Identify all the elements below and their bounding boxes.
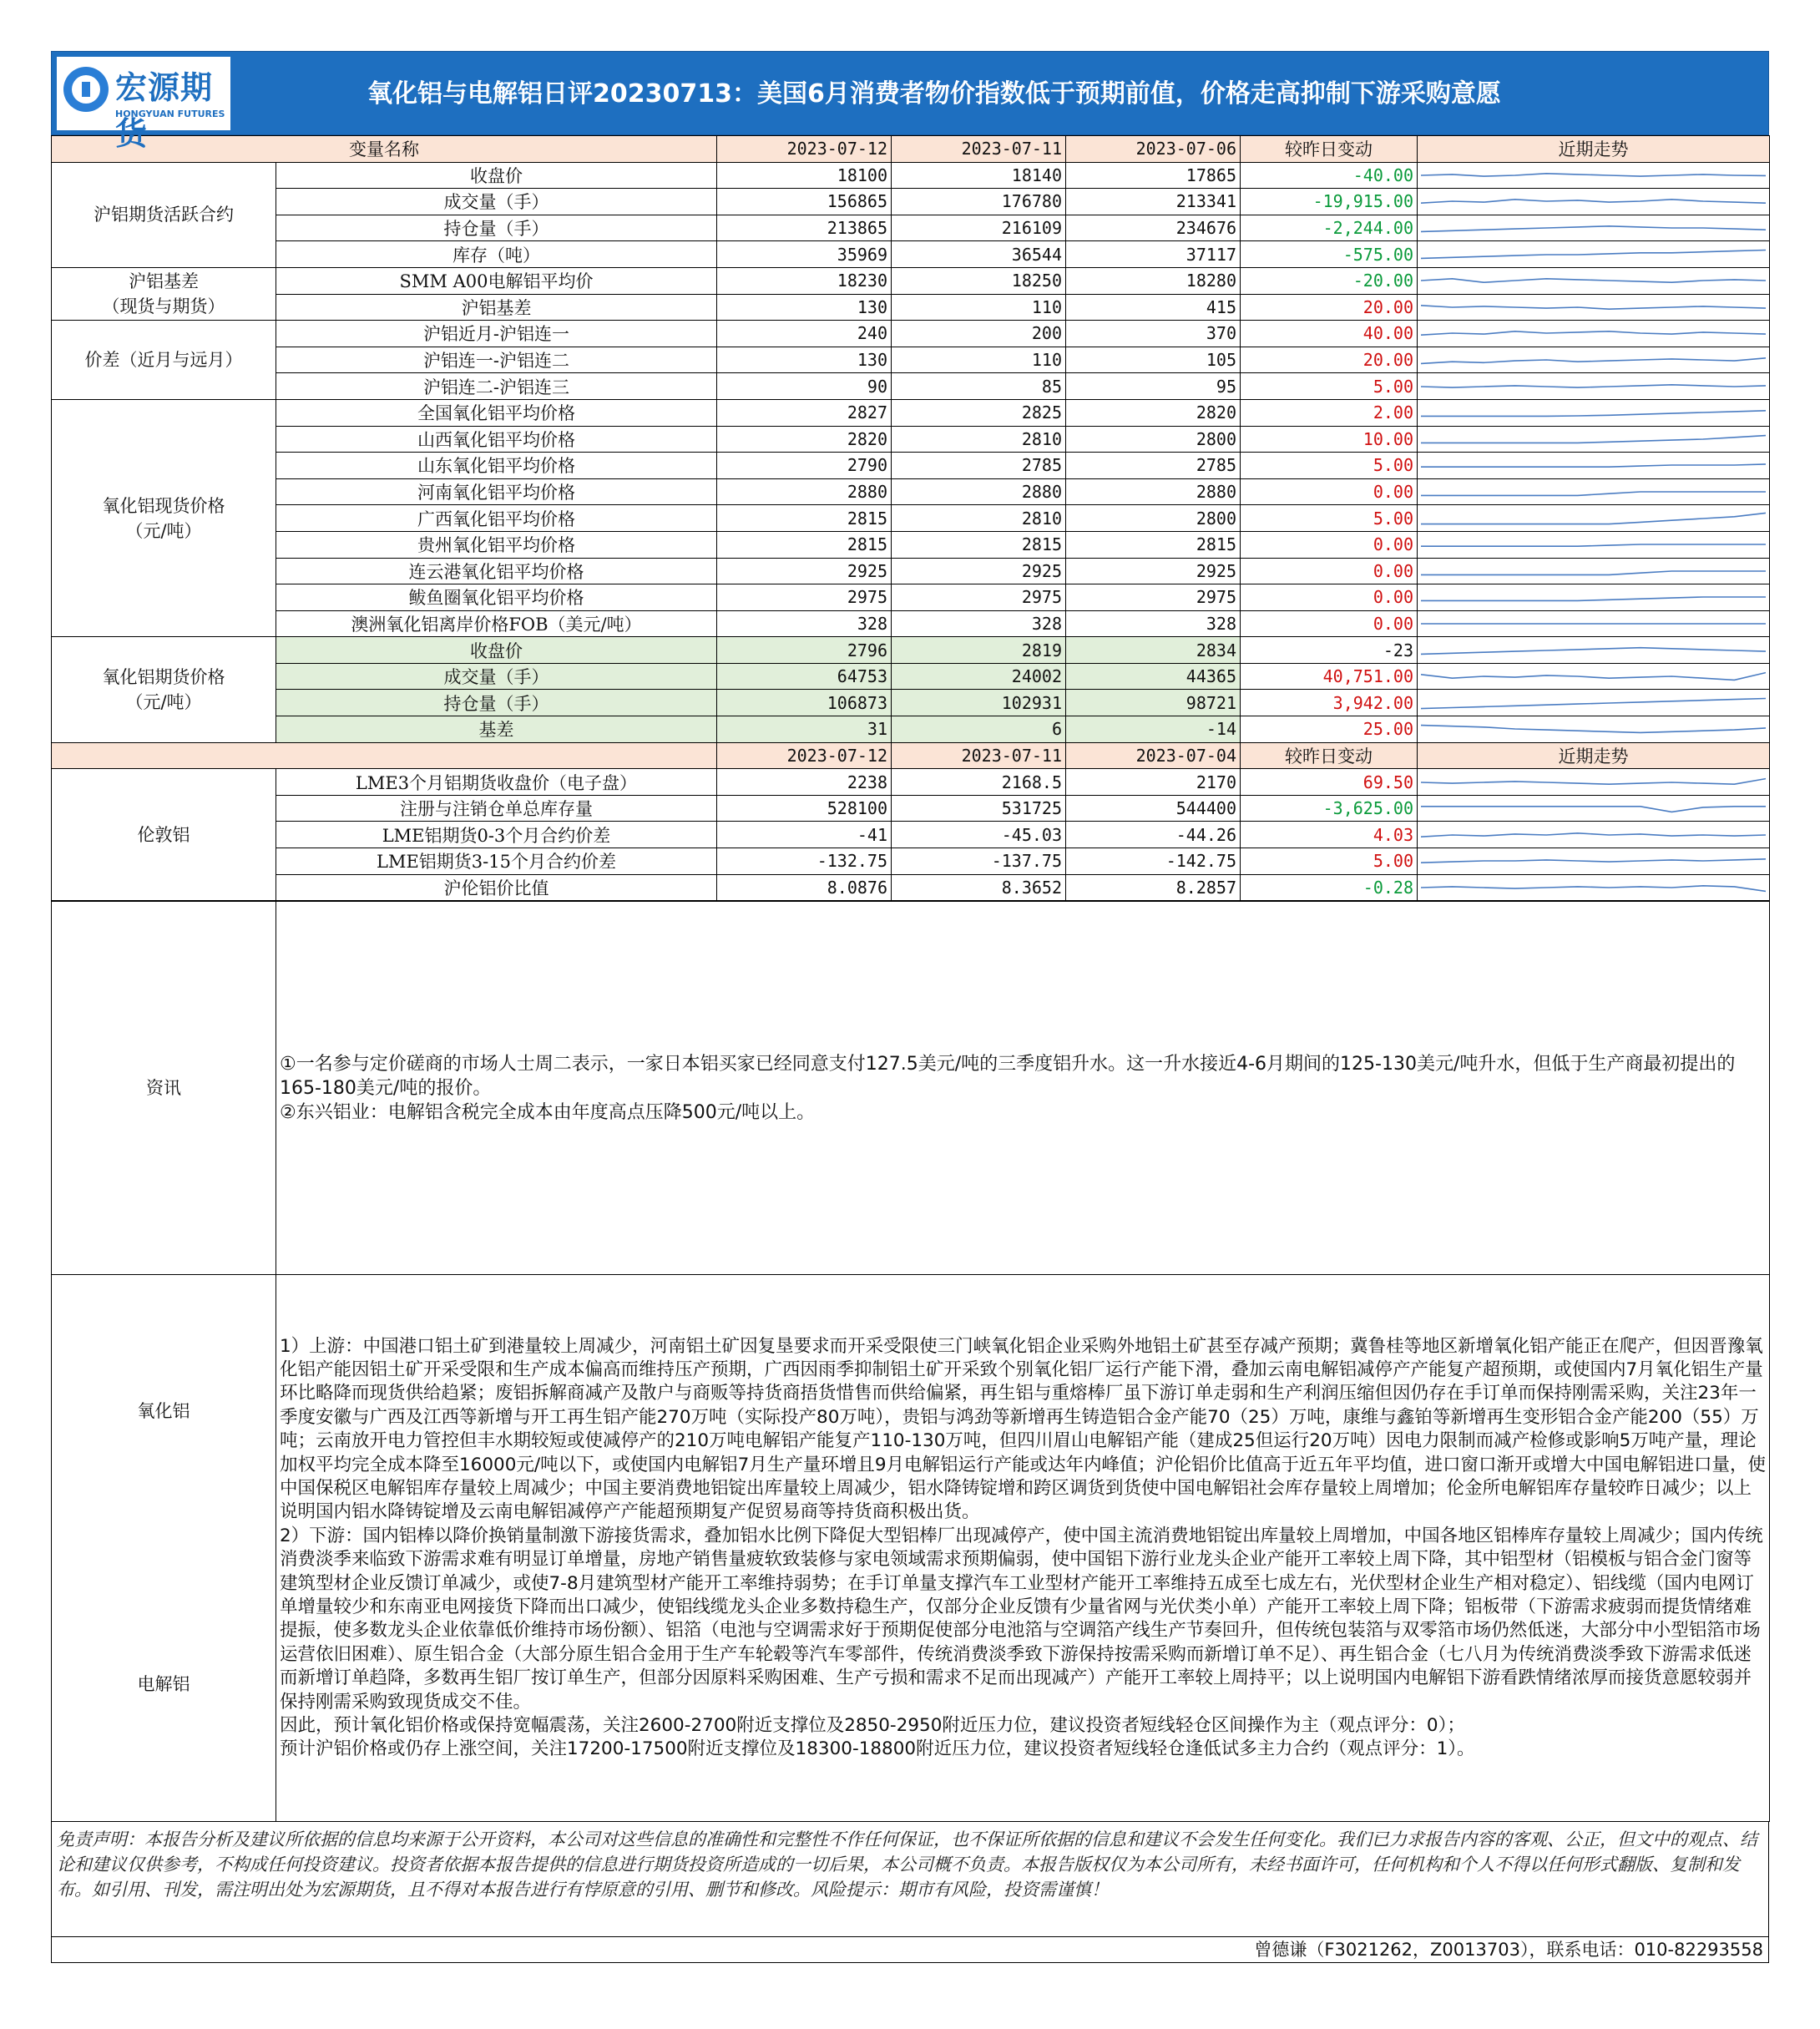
table-row [52, 663, 1770, 690]
table-row [52, 637, 1770, 664]
trend-line [1421, 250, 1766, 258]
news-content [276, 902, 1770, 1275]
group-label: 沪铝基差 （现货与期货） [52, 267, 276, 320]
trend-sparkline [1418, 321, 1770, 347]
value-date-1: 130 [717, 347, 892, 373]
table-row [52, 321, 1770, 347]
trend-line [1421, 544, 1766, 546]
value-date-3: 18280 [1066, 267, 1241, 294]
trend-sparkline [1418, 215, 1770, 241]
daily-change: -20.00 [1241, 267, 1418, 294]
value-date-3: 2800 [1066, 426, 1241, 453]
news-item: ②东兴铝业：电解铝含税完全成本由年度高点压降500元/吨以上。 [280, 1101, 816, 1123]
value-date-3: 2785 [1066, 453, 1241, 479]
variable-name: 鲅鱼圈氧化铝平均价格 [276, 584, 717, 611]
table-row [52, 716, 1770, 743]
analysis-row [52, 1275, 1770, 1822]
value-date-3: 2834 [1066, 637, 1241, 664]
trend-line [1421, 464, 1766, 467]
analysis-label-alumina: 氧化铝 [137, 1401, 190, 1422]
value-date-1: 2975 [717, 584, 892, 611]
daily-change: -40.00 [1241, 162, 1418, 189]
header-var-name: 变量名称 [52, 136, 717, 163]
value-date-2: 2168.5 [892, 769, 1066, 796]
trend-sparkline [1418, 769, 1770, 796]
value-date-2: 216109 [892, 215, 1066, 241]
value-date-1: 2925 [717, 558, 892, 584]
daily-change: -3,625.00 [1241, 795, 1418, 822]
value-date-3: 98721 [1066, 690, 1241, 716]
value-date-3: 2815 [1066, 531, 1241, 558]
daily-change: -0.28 [1241, 874, 1418, 901]
table-row [52, 294, 1770, 321]
value-date-1: 2827 [717, 399, 892, 426]
value-date-1: 130 [717, 294, 892, 321]
value-date-3: 2170 [1066, 769, 1241, 796]
variable-name: 成交量（手） [276, 663, 717, 690]
value-date-1: 2815 [717, 531, 892, 558]
value-date-1: 18100 [717, 162, 892, 189]
table-row [52, 531, 1770, 558]
variable-name: 山西氧化铝平均价格 [276, 426, 717, 453]
value-date-2: 2819 [892, 637, 1066, 664]
daily-change: 20.00 [1241, 347, 1418, 373]
header-change: 较昨日变动 [1241, 136, 1418, 163]
value-date-3: 44365 [1066, 663, 1241, 690]
daily-change: 40,751.00 [1241, 663, 1418, 690]
daily-change: 0.00 [1241, 584, 1418, 611]
trend-line [1421, 886, 1766, 892]
trend-line [1421, 647, 1766, 654]
trend-line [1421, 411, 1766, 417]
value-date-2: 2815 [892, 531, 1066, 558]
variable-name: 广西氧化铝平均价格 [276, 505, 717, 532]
table-row [52, 558, 1770, 584]
company-logo [57, 57, 230, 152]
value-date-3: 234676 [1066, 215, 1241, 241]
value-date-2: 531725 [892, 795, 1066, 822]
contact-info: 曾德谦（F3021262，Z0013703），联系电话：010-82293558 [51, 1937, 1769, 1963]
header-date-1: 2023-07-12 [717, 136, 892, 163]
news-label: 资讯 [52, 902, 276, 1275]
value-date-3: -142.75 [1066, 848, 1241, 875]
header-date-1: 2023-07-12 [717, 742, 892, 769]
text-table [51, 901, 1770, 1822]
variable-name: 沪伦铝价比值 [276, 874, 717, 901]
daily-change: 5.00 [1241, 373, 1418, 400]
variable-name: 沪铝基差 [276, 294, 717, 321]
trend-line [1421, 358, 1766, 364]
value-date-2: -137.75 [892, 848, 1066, 875]
table-row [52, 795, 1770, 822]
value-date-2: 2880 [892, 478, 1066, 505]
variable-name: 沪铝连一-沪铝连二 [276, 347, 717, 373]
table-header-row [52, 136, 1770, 163]
value-date-2: 36544 [892, 241, 1066, 268]
variable-name: 收盘价 [276, 637, 717, 664]
trend-sparkline [1418, 478, 1770, 505]
value-date-2: 2825 [892, 399, 1066, 426]
variable-name: 库存（吨） [276, 241, 717, 268]
table-row [52, 399, 1770, 426]
value-date-3: 213341 [1066, 189, 1241, 215]
trend-sparkline [1418, 531, 1770, 558]
value-date-3: 105 [1066, 347, 1241, 373]
value-date-2: 2810 [892, 426, 1066, 453]
table-row [52, 822, 1770, 848]
trend-line [1421, 673, 1766, 681]
group-label: 伦敦铝 [52, 769, 276, 901]
trend-line [1421, 698, 1766, 708]
value-date-3: 328 [1066, 610, 1241, 637]
table-row [52, 347, 1770, 373]
report-sheet [51, 51, 1769, 1963]
variable-name: 沪铝近月-沪铝连一 [276, 321, 717, 347]
trend-line [1421, 726, 1766, 733]
variable-name: LME铝期货0-3个月合约价差 [276, 822, 717, 848]
trend-sparkline [1418, 267, 1770, 294]
trend-sparkline [1418, 716, 1770, 743]
value-date-1: 35969 [717, 241, 892, 268]
variable-name: 河南氧化铝平均价格 [276, 478, 717, 505]
trend-sparkline [1418, 558, 1770, 584]
value-date-1: 328 [717, 610, 892, 637]
value-date-1: 90 [717, 373, 892, 400]
value-date-1: 213865 [717, 215, 892, 241]
table-row [52, 848, 1770, 875]
value-date-2: -45.03 [892, 822, 1066, 848]
trend-sparkline [1418, 690, 1770, 716]
daily-change: 3,942.00 [1241, 690, 1418, 716]
daily-change: 4.03 [1241, 822, 1418, 848]
value-date-1: 2238 [717, 769, 892, 796]
trend-sparkline [1418, 399, 1770, 426]
analysis-label-aluminium: 电解铝 [137, 1674, 190, 1695]
trend-sparkline [1418, 294, 1770, 321]
trend-sparkline [1418, 373, 1770, 400]
value-date-2: 8.3652 [892, 874, 1066, 901]
value-date-2: 6 [892, 716, 1066, 743]
header-date-3: 2023-07-04 [1066, 742, 1241, 769]
value-date-1: 106873 [717, 690, 892, 716]
daily-change: -2,244.00 [1241, 215, 1418, 241]
value-date-1: 156865 [717, 189, 892, 215]
value-date-2: 102931 [892, 690, 1066, 716]
news-row [52, 902, 1770, 1275]
trend-line [1421, 833, 1766, 837]
table-row [52, 478, 1770, 505]
value-date-2: 2785 [892, 453, 1066, 479]
daily-change: 5.00 [1241, 505, 1418, 532]
analysis-labels [52, 1275, 276, 1822]
trend-line [1421, 226, 1766, 232]
logo-text-cn: 宏源期货 [115, 69, 214, 152]
trend-line [1421, 597, 1766, 600]
table-row [52, 426, 1770, 453]
value-date-1: 18230 [717, 267, 892, 294]
variable-name: 成交量（手） [276, 189, 717, 215]
variable-name: 沪铝连二-沪铝连三 [276, 373, 717, 400]
daily-change: 20.00 [1241, 294, 1418, 321]
daily-change: 10.00 [1241, 426, 1418, 453]
value-date-3: 370 [1066, 321, 1241, 347]
header-date-3: 2023-07-06 [1066, 136, 1241, 163]
trend-line [1421, 306, 1766, 309]
trend-sparkline [1418, 822, 1770, 848]
variable-name: 连云港氧化铝平均价格 [276, 558, 717, 584]
value-date-1: 2820 [717, 426, 892, 453]
logo-text-en: HONGYUAN FUTURES [115, 109, 225, 119]
analysis-paragraph: 预计沪铝价格或仍存上涨空间，关注17200-17500附近支撑位及18300-18800附近压力位，建议投资者短线轻仓逢低试多主力合约（观点评分：1）。 [280, 1738, 1475, 1760]
value-date-1: -132.75 [717, 848, 892, 875]
daily-change: 0.00 [1241, 610, 1418, 637]
value-date-3: 8.2857 [1066, 874, 1241, 901]
trend-sparkline [1418, 189, 1770, 215]
table-row [52, 769, 1770, 796]
value-date-3: 415 [1066, 294, 1241, 321]
daily-change: 5.00 [1241, 453, 1418, 479]
trend-line [1421, 174, 1766, 176]
group-label: 价差（近月与远月） [52, 321, 276, 400]
trend-line [1421, 807, 1766, 812]
value-date-1: 64753 [717, 663, 892, 690]
trend-line [1421, 200, 1766, 203]
header-date-2: 2023-07-11 [892, 136, 1066, 163]
daily-change: 69.50 [1241, 769, 1418, 796]
variable-name: 持仓量（手） [276, 690, 717, 716]
variable-name: 收盘价 [276, 162, 717, 189]
variable-name: LME3个月铝期货收盘价（电子盘） [276, 769, 717, 796]
logo-icon [63, 67, 109, 112]
trend-sparkline [1418, 874, 1770, 901]
table-row [52, 215, 1770, 241]
value-date-1: 31 [717, 716, 892, 743]
analysis-content [276, 1275, 1770, 1822]
value-date-1: 2880 [717, 478, 892, 505]
disclaimer: 免责声明：本报告分析及建议所依据的信息均来源于公开资料，本公司对这些信息的准确性和完整性不作任何保证，也不保证所依据的信息和建议不会发生任何变化。我们已力求报告内容的客观、公正，但文中的观点、结论和建议仅供参考，不构成任何投资建议。投资者依据本报告提供的信息进行期货投资所造成的一切后果，本公司概不负责。本报告版权仅为本公司所有，未经书面许可，任何机构和个人不得以任何形式翻版、复制和发布。如引用、刊发，需注明出处为宏源期货，且不得对本报告进行有悖原意的引用、删节和修改。风险提示：期市有风险，投资需谨慎！ [51, 1822, 1769, 1937]
trend-sparkline [1418, 241, 1770, 268]
value-date-1: 528100 [717, 795, 892, 822]
table-row [52, 610, 1770, 637]
variable-name: 澳洲氧化铝离岸价格FOB（美元/吨） [276, 610, 717, 637]
header-blank [52, 742, 717, 769]
value-date-3: -14 [1066, 716, 1241, 743]
value-date-2: 200 [892, 321, 1066, 347]
table-row [52, 189, 1770, 215]
report-title: 氧化铝与电解铝日评20230713：美国6月消费者物价指数低于预期前值，价格走高抑制下游采购意愿 [367, 79, 1501, 109]
trend-sparkline [1418, 610, 1770, 637]
value-date-2: 2975 [892, 584, 1066, 611]
value-date-3: 2800 [1066, 505, 1241, 532]
table-row [52, 584, 1770, 611]
table-row [52, 373, 1770, 400]
value-date-1: 2790 [717, 453, 892, 479]
daily-change: 2.00 [1241, 399, 1418, 426]
header-trend: 近期走势 [1418, 136, 1770, 163]
value-date-3: 2975 [1066, 584, 1241, 611]
table-row [52, 241, 1770, 268]
trend-line [1421, 571, 1766, 574]
variable-name: 全国氧化铝平均价格 [276, 399, 717, 426]
value-date-2: 176780 [892, 189, 1066, 215]
value-date-3: 95 [1066, 373, 1241, 400]
trend-line [1421, 331, 1766, 335]
group-label: 氧化铝期货价格 （元/吨） [52, 637, 276, 742]
daily-change: 40.00 [1241, 321, 1418, 347]
trend-sparkline [1418, 848, 1770, 875]
table-row [52, 453, 1770, 479]
news-item: ①一名参与定价磋商的市场人士周二表示，一家日本铝买家已经同意支付127.5美元/吨的三季度铝升水。这一升水接近4-6月期间的125-130美元/吨升水，但低于生产商最初提出的165-180美元/吨的报价。 [280, 1053, 1736, 1099]
trend-line [1421, 435, 1766, 443]
daily-change: 0.00 [1241, 478, 1418, 505]
header-change: 较昨日变动 [1241, 742, 1418, 769]
analysis-paragraph: 2）下游：国内铝棒以降价换销量制激下游接货需求，叠加铝水比例下降促大型铝棒厂出现减停产，使中国主流消费地铝锭出库量较上周增加，中国各地区铝棒库存量较上周减少；国内传统消费淡季来临致下游需求难有明显订单增量，房地产销售量疲软致装修与家电领域需求预期偏弱，使中国铝下游行业龙头企业产能开工率较上周下降，其中铝型材（铝模板与铝合金门窗等建筑型材企业反馈订单减少，或使7-8月建筑型材产能开工率维持弱势；在手订单量支撑汽车工业型材产能开工率维持五成至七成左右，光伏型材企业生产相对稳定）、铝线缆（国内电网订单增量较少和东南亚电网接货下降而出口减少，使铝线缆龙头企业多数持稳生产，仅部分企业反馈有少量省网与光伏类小单）产能开工率较上周下降；铝板带（下游需求疲弱而提货情绪难提振，使多数龙头企业依靠低价维持市场份额）、铝箔（电池与空调需求好于预期促使部分电池箔与空调箔产线生产节奏回升，但传统包装箔与双零箔市场仍然低迷，大部分中小型铝箔市场运营依旧困难）、原生铝合金（大部分原生铝合金用于生产车轮毂等汽车零部件，传统消费淡季致下游保持按需采购而新增订单不足）、再生铝合金（七八月为传统消费淡季致下游需求低迷而新增订单趋降，多数再生铝厂按订单生产，但部分因原料采购困难、生产亏损和需求不足而出现减产）产能开工率较上周持平；以上说明国内电解铝下游看跌情绪浓厚而接货意愿较弱并保持刚需采购致现货成交不佳。 [280, 1525, 1763, 1713]
value-date-3: 2880 [1066, 478, 1241, 505]
trend-sparkline [1418, 795, 1770, 822]
value-date-2: 18250 [892, 267, 1066, 294]
variable-name: SMM A00电解铝平均价 [276, 267, 717, 294]
table-row [52, 267, 1770, 294]
variable-name: 山东氧化铝平均价格 [276, 453, 717, 479]
group-label: 氧化铝现货价格 （元/吨） [52, 399, 276, 636]
variable-name: 注册与注销仓单总库存量 [276, 795, 717, 822]
value-date-3: 544400 [1066, 795, 1241, 822]
analysis-paragraph: 因此，预计氧化铝价格或保持宽幅震荡，关注2600-2700附近支撑位及2850-2950附近压力位，建议投资者短线轻仓区间操作为主（观点评分：0）； [280, 1715, 1465, 1737]
daily-change: 0.00 [1241, 558, 1418, 584]
value-date-1: 2815 [717, 505, 892, 532]
trend-line [1421, 778, 1766, 784]
value-date-2: 2925 [892, 558, 1066, 584]
value-date-2: 328 [892, 610, 1066, 637]
table-header-row-lme [52, 742, 1770, 769]
daily-change: -575.00 [1241, 241, 1418, 268]
analysis-paragraph: 1）上游：中国港口铝土矿到港量较上周减少，河南铝土矿因复垦要求而开采受限使三门峡氧化铝企业采购外地铝土矿甚至存减产预期；冀鲁桂等地区新增氧化铝产能正在爬产，但因晋豫氧化铝产能因铝土矿开采受限和生产成本偏高而维持压产预期，广西因雨季抑制铝土矿开采致个别氧化铝厂运行产能下滑，叠加云南电解铝减停产产能复产超预期，或使国内7月氧化铝生产量环比略降而现货供给趋紧；废铝拆解商减产及散户与商贩等持货商捂货惜售而供给偏紧，再生铝与重熔棒厂虽下游订单走弱和生产利润压缩但因仍存在手订单而保持刚需采购，关注23年一季度安徽与广西及江西等新增与开工再生铝产能270万吨（实际投产80万吨），贵铝与鸿劲等新增再生铸造铝合金产能70（25）万吨，康维与鑫铂等新增再生变形铝合金产能200（55）万吨；云南放开电力管控但丰水期较短或使减停产的210万吨电解铝产能复产110-130万吨，但四川眉山电解铝产能（建成25但运行20万吨）因电力限制而减产检修或影响5万吨产量，理论加权平均完全成本降至16000元/吨以下，或使国内电解铝7月生产量环增且9月电解铝运行产能或达年内峰值；沪伦铝价比值高于近五年平均值，进口窗口渐开或增大中国电解铝进口量，使中国保税区电解铝库存量较上周减少；中国主要消费地铝锭出库量较上周减少，铝水降铸锭增和跨区调货到货使中国电解铝社会库存量较上周增加；伦金所电解铝库存量较昨日减少；以上说明国内铝水降铸锭增及云南电解铝减停产产能超预期复产促贸易商等持货商积极出货。 [280, 1335, 1767, 1523]
daily-change: 0.00 [1241, 531, 1418, 558]
trend-sparkline [1418, 637, 1770, 664]
value-date-2: 110 [892, 294, 1066, 321]
trend-sparkline [1418, 505, 1770, 532]
data-table [51, 135, 1770, 901]
trend-line [1421, 859, 1766, 863]
variable-name: LME铝期货3-15个月合约价差 [276, 848, 717, 875]
value-date-1: 2796 [717, 637, 892, 664]
value-date-3: 17865 [1066, 162, 1241, 189]
table-row [52, 874, 1770, 901]
value-date-3: 37117 [1066, 241, 1241, 268]
trend-sparkline [1418, 426, 1770, 453]
table-row [52, 162, 1770, 189]
daily-change: 25.00 [1241, 716, 1418, 743]
trend-line [1421, 513, 1766, 524]
daily-change: 5.00 [1241, 848, 1418, 875]
value-date-2: 2810 [892, 505, 1066, 532]
header-trend: 近期走势 [1418, 742, 1770, 769]
value-date-3: 2925 [1066, 558, 1241, 584]
group-label: 沪铝期货活跃合约 [52, 162, 276, 267]
header-date-2: 2023-07-11 [892, 742, 1066, 769]
value-date-2: 24002 [892, 663, 1066, 690]
trend-sparkline [1418, 584, 1770, 611]
value-date-1: 240 [717, 321, 892, 347]
trend-sparkline [1418, 453, 1770, 479]
trend-line [1421, 279, 1766, 282]
trend-sparkline [1418, 347, 1770, 373]
variable-name: 基差 [276, 716, 717, 743]
trend-sparkline [1418, 162, 1770, 189]
variable-name: 贵州氧化铝平均价格 [276, 531, 717, 558]
daily-change: -19,915.00 [1241, 189, 1418, 215]
value-date-2: 110 [892, 347, 1066, 373]
daily-change: -23 [1241, 637, 1418, 664]
value-date-2: 85 [892, 373, 1066, 400]
trend-sparkline [1418, 663, 1770, 690]
variable-name: 持仓量（手） [276, 215, 717, 241]
value-date-1: -41 [717, 822, 892, 848]
value-date-1: 8.0876 [717, 874, 892, 901]
value-date-3: -44.26 [1066, 822, 1241, 848]
table-row [52, 690, 1770, 716]
table-row [52, 505, 1770, 532]
value-date-3: 2820 [1066, 399, 1241, 426]
value-date-2: 18140 [892, 162, 1066, 189]
trend-line [1421, 492, 1766, 495]
trend-line [1421, 384, 1766, 387]
